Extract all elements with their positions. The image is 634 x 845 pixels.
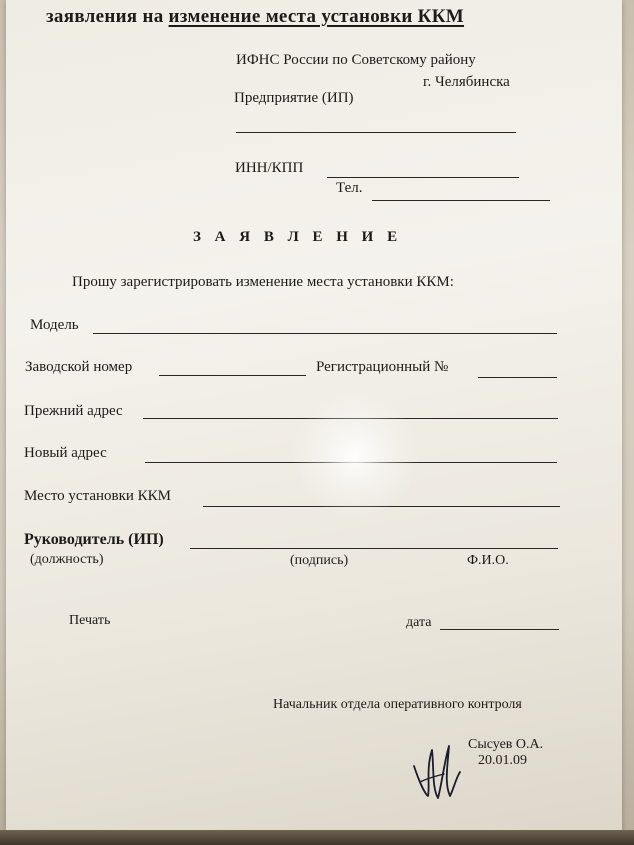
reg-number-label: Регистрационный №: [316, 359, 449, 375]
enterprise-label: Предприятие (ИП): [234, 90, 354, 106]
location-line[interactable]: [203, 506, 560, 507]
inn-label: ИНН/КПП: [235, 160, 304, 176]
approval-date: 20.01.09: [478, 753, 527, 768]
statement-heading: З А Я В Л Е Н И Е: [193, 229, 403, 245]
recipient-line-2: г. Челябинска: [423, 74, 510, 90]
date-line[interactable]: [440, 629, 559, 630]
head-label: Руководитель (ИП): [24, 531, 164, 548]
title-prefix: заявления на: [46, 6, 169, 27]
phone-label: Тел.: [336, 180, 363, 196]
inn-line[interactable]: [327, 177, 519, 178]
position-caption: (должность): [30, 552, 104, 567]
signature-caption: (подпись): [290, 553, 349, 568]
enterprise-line[interactable]: [236, 132, 516, 133]
serial-label: Заводской номер: [25, 359, 133, 375]
serial-line[interactable]: [159, 375, 306, 376]
stamp-label: Печать: [69, 613, 111, 628]
old-address-label: Прежний адрес: [24, 403, 123, 419]
head-signature-line[interactable]: [190, 548, 558, 549]
approval-title: Начальник отдела оперативного контроля: [273, 697, 522, 712]
handwritten-signature: [404, 738, 474, 803]
new-address-label: Новый адрес: [24, 445, 107, 461]
document-title: [46, 6, 464, 28]
old-address-line[interactable]: [143, 418, 558, 419]
model-line[interactable]: [93, 333, 557, 334]
location-label: Место установки ККМ: [24, 488, 172, 504]
reg-number-line[interactable]: [478, 377, 557, 378]
new-address-line[interactable]: [145, 462, 557, 463]
approver-name: Сысуев О.А.: [468, 737, 544, 752]
date-label: дата: [406, 615, 432, 630]
phone-line[interactable]: [372, 200, 550, 201]
name-caption: Ф.И.О.: [467, 553, 509, 568]
title-underlined: изменение места установки ККМ: [168, 6, 465, 27]
table-edge: [0, 830, 634, 845]
request-text: Прошу зарегистрировать изменение места установки ККМ:: [72, 274, 454, 290]
model-label: Модель: [30, 317, 79, 333]
recipient-line-1: ИФНС России по Советскому району: [236, 52, 476, 68]
